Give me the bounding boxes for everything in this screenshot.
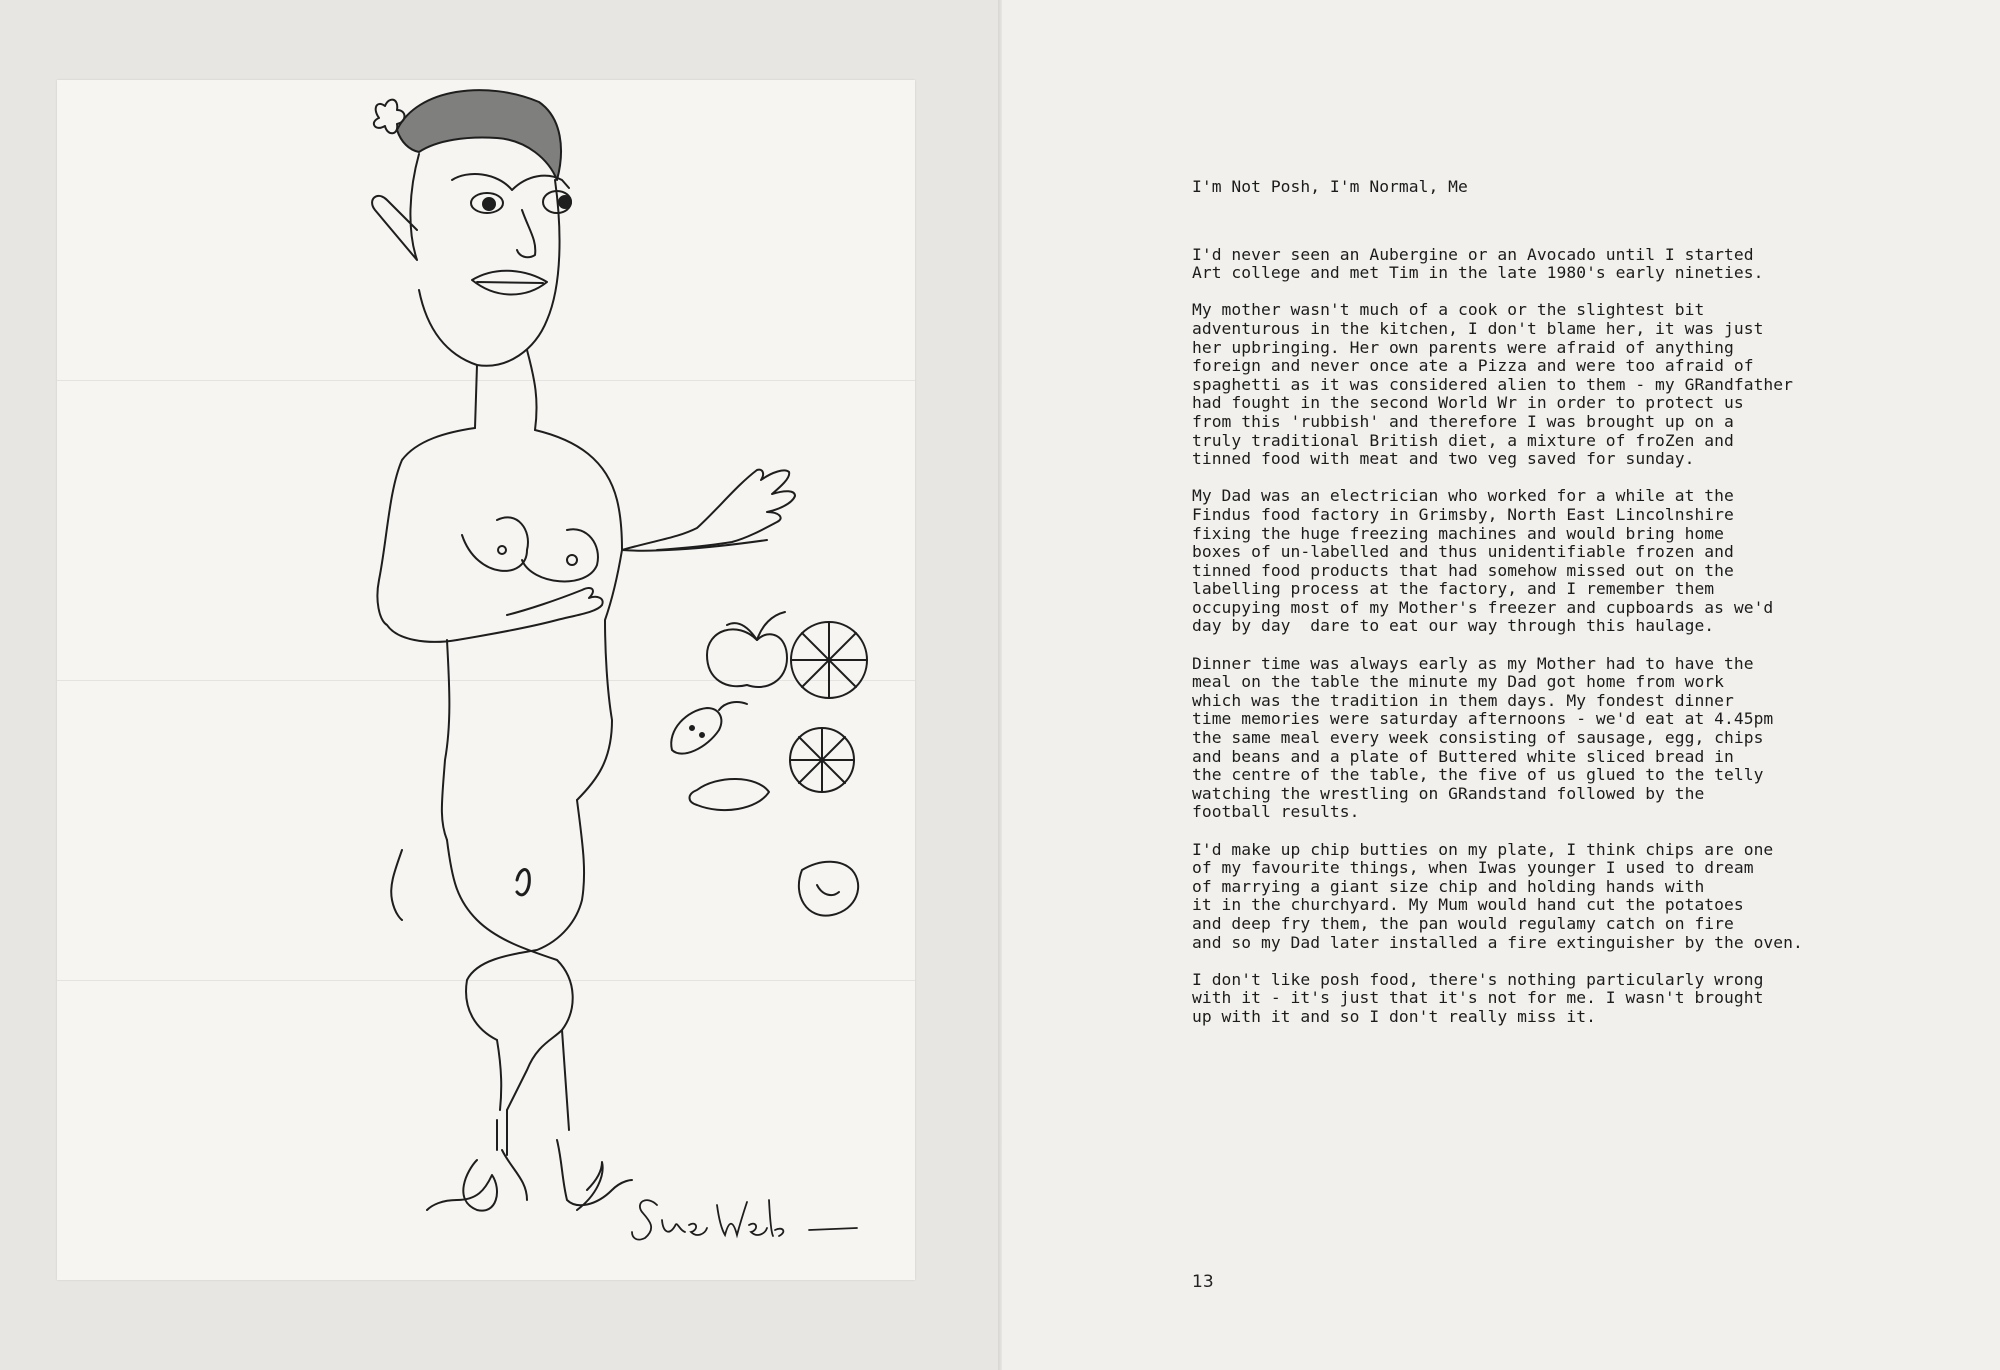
- text-line: spaghetti as it was considered alien to them - my GRandfather: [1192, 374, 1793, 394]
- text-line: Dinner time was always early as my Mother had to have the: [1192, 653, 1754, 673]
- typewritten-text: [1192, 178, 1892, 1045]
- paragraph: [1192, 841, 1892, 953]
- text-line: My Dad was an electrician who worked for a while at the: [1192, 486, 1734, 506]
- signature-scribble: [57, 80, 915, 1280]
- paragraph: [1192, 301, 1892, 468]
- text-line: of marrying a giant size chip and holding hands with: [1192, 876, 1705, 896]
- paragraph: [1192, 655, 1892, 822]
- text-line: I'd never seen an Aubergine or an Avocado until I started: [1192, 244, 1754, 264]
- text-line: meal on the table the minute my Dad got home from work: [1192, 672, 1725, 692]
- drawing-sheet: [57, 80, 915, 1280]
- text-line: the centre of the table, the five of us glued to the telly: [1192, 765, 1764, 785]
- text-line: and beans and a plate of Buttered white sliced bread in: [1192, 746, 1734, 766]
- text-line: had fought in the second World Wr in order to protect us: [1192, 393, 1744, 413]
- text-line: boxes of un-labelled and thus unidentifiable frozen and: [1192, 542, 1734, 562]
- text-line: Findus food factory in Grimsby, North East Lincolnshire: [1192, 504, 1734, 524]
- text-line: fixing the huge freezing machines and would bring home: [1192, 523, 1725, 543]
- text-line: Art college and met Tim in the late 1980's early nineties.: [1192, 263, 1764, 283]
- essay-title: I'm Not Posh, I'm Normal, Me: [1192, 177, 1468, 196]
- text-line: My mother wasn't much of a cook or the slightest bit: [1192, 300, 1705, 320]
- paragraph: [1192, 971, 1892, 1027]
- text-line: up with it and so I don't really miss it.: [1192, 1006, 1596, 1026]
- paragraph: [1192, 487, 1892, 636]
- text-line: with it - it's just that it's not for me. I wasn't brought: [1192, 988, 1764, 1008]
- text-line: tinned food with meat and two veg saved for sunday.: [1192, 449, 1695, 469]
- text-line: which was the tradition in them days. My fondest dinner: [1192, 690, 1734, 710]
- paragraph: [1192, 246, 1892, 283]
- text-line: day by day dare to eat our way through this haulage.: [1192, 616, 1715, 636]
- text-line: truly traditional British diet, a mixture of froZen and: [1192, 430, 1734, 450]
- text-line: the same meal every week consisting of sausage, egg, chips: [1192, 728, 1764, 748]
- text-line: and deep fry them, the pan would regulamy catch on fire: [1192, 913, 1734, 933]
- text-line: and so my Dad later installed a fire extinguisher by the oven.: [1192, 932, 1803, 952]
- right-page: [1002, 0, 2000, 1370]
- text-line: football results.: [1192, 802, 1360, 822]
- text-line: occupying most of my Mother's freezer and cupboards as we'd: [1192, 597, 1774, 617]
- text-line: from this 'rubbish' and therefore I was brought up on a: [1192, 411, 1734, 431]
- text-line: watching the wrestling on GRandstand followed by the: [1192, 783, 1705, 803]
- page-number: 13: [1192, 1272, 1214, 1292]
- text-line: her upbringing. Her own parents were afraid of anything: [1192, 337, 1734, 357]
- text-line: I'd make up chip butties on my plate, I think chips are one: [1192, 839, 1774, 859]
- text-line: I don't like posh food, there's nothing particularly wrong: [1192, 969, 1764, 989]
- text-line: foreign and never once ate a Pizza and were too afraid of: [1192, 356, 1754, 376]
- text-line: tinned food products that had somehow missed out on the: [1192, 560, 1734, 580]
- text-line: of my favourite things, when Iwas younger I used to dream: [1192, 858, 1754, 878]
- text-line: labelling process at the factory, and I remember them: [1192, 579, 1715, 599]
- text-line: time memories were saturday afternoons - we'd eat at 4.45pm: [1192, 709, 1774, 729]
- text-line: adventurous in the kitchen, I don't blame her, it was just: [1192, 318, 1764, 338]
- text-line: it in the churchyard. My Mum would hand cut the potatoes: [1192, 895, 1744, 915]
